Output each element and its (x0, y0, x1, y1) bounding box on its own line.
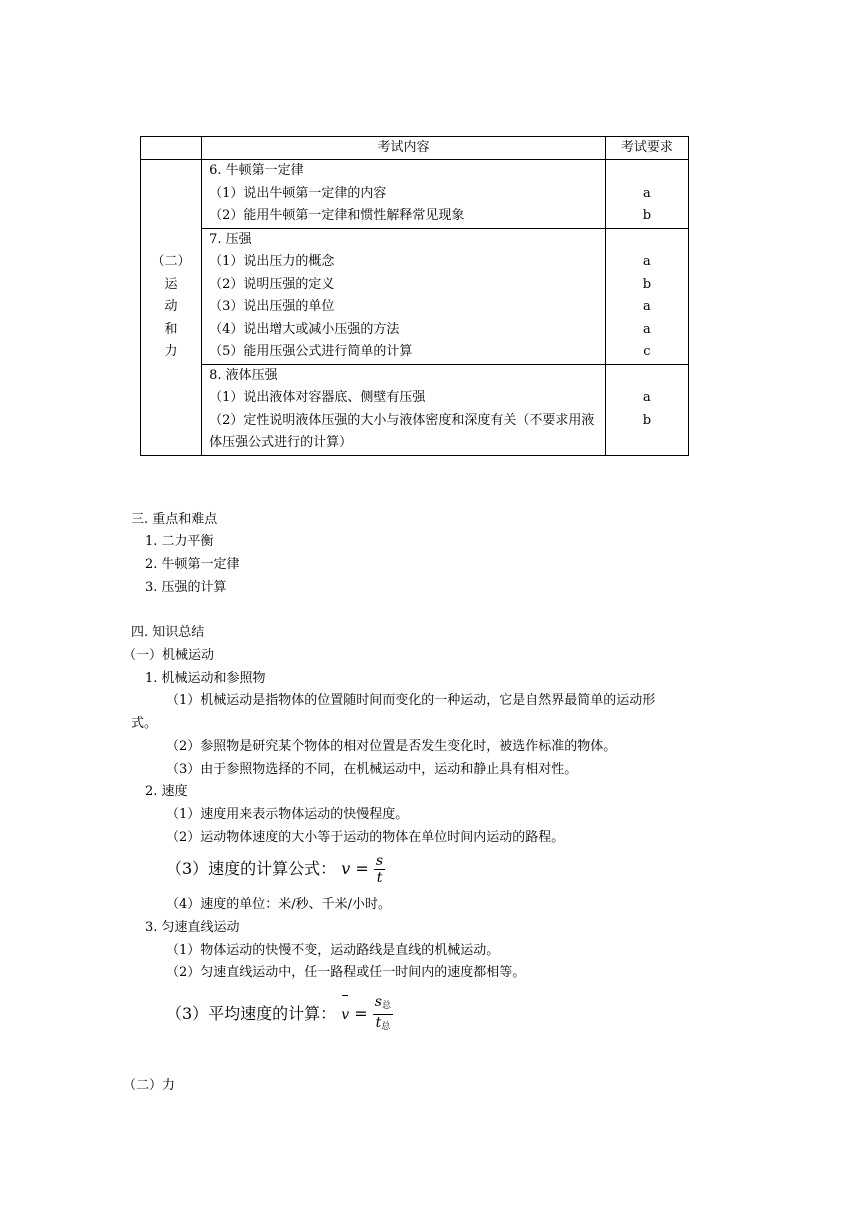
fraction-numerator: $s_总$ (374, 994, 391, 1011)
speed-formula-line (166, 850, 385, 892)
section-item: （1）说出液体对容器底、侧壁有压强 (209, 390, 426, 405)
formula-label: （3）速度的计算公式： (166, 859, 337, 878)
section-item: （3）说出压强的单位 (209, 299, 335, 314)
paragraph: （2）参照物是研究某个物体的相对位置是否发生变化时，被选作标准的物体。 (166, 739, 617, 754)
section-item: （4）说出增大或减小压强的方法 (209, 321, 400, 337)
subsection-heading: （一）机械运动 (123, 648, 215, 663)
fraction-denominator: t (376, 870, 383, 886)
formula-equals: = (355, 859, 369, 878)
paragraph: （2）匀速直线运动中，任一路程或任一时间内的速度都相等。 (166, 965, 526, 980)
category-cell (141, 160, 202, 456)
average-speed-fraction (373, 994, 393, 1035)
section-title: 7. 压强 (209, 231, 252, 247)
table-row (141, 160, 689, 229)
section-item: （2）能用牛顿第一定律和惯性解释常见现象 (209, 208, 465, 223)
exam-requirements-table (140, 136, 689, 456)
section-requirement-cell (605, 364, 688, 455)
paragraph: （2）运动物体速度的大小等于运动的物体在单位时间内运动的路程。 (166, 830, 565, 845)
section-heading: 三. 重点和难点 (131, 512, 218, 527)
table-row (141, 228, 689, 364)
category-char: 运 (164, 276, 178, 292)
section-title: 8. 液体压强 (209, 367, 278, 383)
requirement-level: c (643, 344, 651, 359)
requirement-level: b (642, 412, 652, 428)
list-item: 2. 牛顿第一定律 (145, 557, 240, 572)
table-header-row (141, 137, 689, 160)
requirement-level: a (643, 185, 651, 201)
paragraph: 式。 (131, 716, 158, 731)
header-requirement: 考试要求 (605, 137, 688, 160)
section-content-cell (202, 160, 606, 229)
subsection-heading: （二）力 (123, 1078, 176, 1093)
formula-equals: = (354, 1004, 368, 1023)
section-item: （2）定性说明液体压强的大小与液体密度和深度有关（不要求用液体压强公式进行的计算） (209, 412, 595, 450)
section-title: 6. 牛顿第一定律 (209, 163, 304, 178)
section-requirement-cell (605, 228, 688, 364)
category-char: （二） (151, 254, 191, 269)
paragraph: （1）速度用来表示物体运动的快慢程度。 (166, 807, 409, 822)
paragraph: （4）速度的单位：米/秒、千米/小时。 (166, 897, 392, 912)
fraction-numerator: s (375, 853, 384, 869)
table-row (141, 364, 689, 455)
formula-var-vbar: v (341, 993, 349, 1037)
paragraph: （3）由于参照物选择的不同，在机械运动中，运动和静止具有相对性。 (166, 762, 578, 777)
requirement-level: b (642, 276, 652, 292)
requirement-level: a (643, 299, 651, 314)
category-char: 动 (164, 299, 178, 314)
list-item: 3. 压强的计算 (145, 580, 227, 595)
section-item: （5）能用压强公式进行简单的计算 (209, 344, 413, 359)
requirement-level: a (643, 390, 651, 405)
paragraph-title: 3. 匀速直线运动 (145, 920, 240, 935)
requirement-level: b (642, 208, 652, 223)
header-content: 考试内容 (202, 137, 606, 160)
formula-var-v: v (341, 859, 351, 878)
paragraph: （1）物体运动的快慢不变，运动路线是直线的机械运动。 (166, 943, 500, 958)
requirement-level: a (643, 321, 651, 337)
section-item: （1）说出压力的概念 (209, 254, 335, 269)
requirement-level: a (643, 254, 651, 269)
section-content-cell (202, 364, 606, 455)
section-heading: 四. 知识总结 (131, 625, 205, 640)
paragraph: （1）机械运动是指物体的位置随时间而变化的一种运动，它是自然界最简单的运动形 (166, 693, 656, 708)
list-item: 1. 二力平衡 (145, 534, 214, 549)
average-speed-formula-line (166, 992, 393, 1040)
header-empty-cell (141, 137, 202, 160)
section-item: （1）说出牛顿第一定律的内容 (209, 185, 387, 201)
section-content-cell (202, 228, 606, 364)
section-item: （2）说明压强的定义 (209, 276, 335, 292)
category-char: 和 (164, 321, 178, 337)
paragraph-title: 2. 速度 (145, 784, 188, 799)
section-requirement-cell (605, 160, 688, 229)
category-char: 力 (164, 344, 178, 359)
paragraph-title: 1. 机械运动和参照物 (145, 671, 266, 686)
formula-label: （3）平均速度的计算： (166, 1004, 337, 1023)
fraction-denominator: $t_总$ (375, 1015, 391, 1032)
speed-fraction (374, 853, 385, 886)
